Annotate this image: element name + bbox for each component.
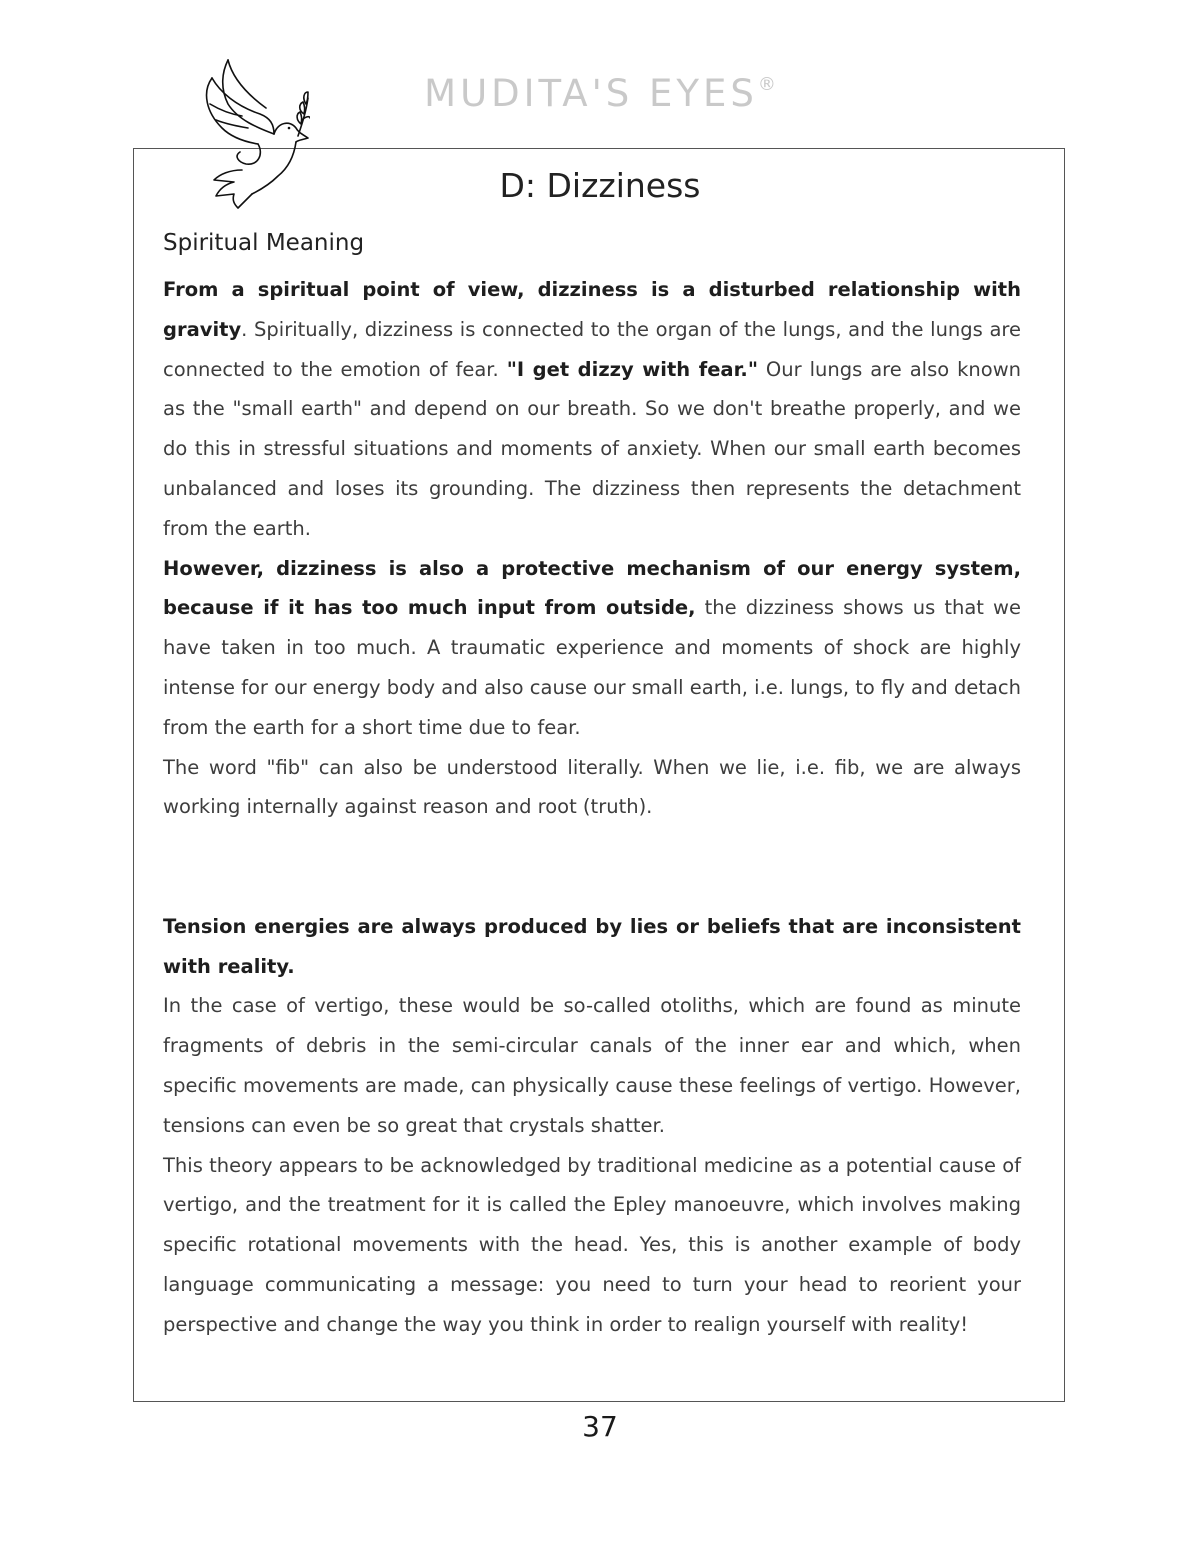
emphasized-quote: "I get dizzy with fear." [506,357,758,381]
emphasized-text: Tension energies are always produced by lies or beliefs that are inconsistent with reality. [163,914,1021,978]
body-text [163,270,1021,1345]
brand-name: MUDITA'S EYES [424,72,758,115]
paragraph-4 [163,907,1021,987]
emphasized-text: However, dizziness is also a protective mechanism of our energy system, because if it has too much input from outside, [163,556,1021,620]
paragraph-2 [163,549,1021,748]
registered-mark: ® [757,74,776,95]
page-title: D: Dizziness [499,166,701,205]
section-heading: Spiritual Meaning [163,230,365,256]
paragraph-6 [163,1146,1021,1345]
text: . Spiritually, dizziness is connected to the organ of the lungs, and the lungs are connected to the emotion of fear. [163,317,1021,381]
paragraph-5 [163,986,1021,1145]
brand-header [0,72,1200,115]
emphasized-text: From a spiritual point of view, dizziness is a disturbed relationship with gravity [163,278,1021,341]
text: Our lungs are also known as the "small earth" and depend on our breath. So we don't breathe properly, and we do this in stressful situations and moments of anxiety. When our small earth becomes unbalanced and loses its grounding. The dizziness then represents the detachment from the earth. [163,357,1021,540]
text: In the case of vertigo, these would be so-called otoliths, which are found as minute fragments of debris in the semi-circular canals of the inner ear and which, when specific movements are made, can physically cause these feelings of vertigo. However, tensions can even be so great that crystals shatter. [163,994,1021,1137]
paragraph-1 [163,270,1021,549]
spacer [163,827,1021,907]
text: The word "fib" can also be understood literally. When we lie, i.e. fib, we are always working internally against reason and root (truth). [163,755,1021,819]
page-number: 37 [582,1410,618,1443]
paragraph-3 [163,748,1021,828]
text: This theory appears to be acknowledged by traditional medicine as a potential cause of vertigo, and the treatment for it is called the Epley manoeuvre, which involves making specific rotational movements with the head. Yes, this is another example of body language communicating a message: you need to turn your head to reorient your perspective and change the way you think in order to realign yourself with reality! [163,1153,1021,1336]
text: the dizziness shows us that we have taken in too much. A traumatic experience and moments of shock are highly intense for our energy body and also cause our small earth, i.e. lungs, to fly and detach from the earth for a short time due to fear. [163,596,1021,739]
